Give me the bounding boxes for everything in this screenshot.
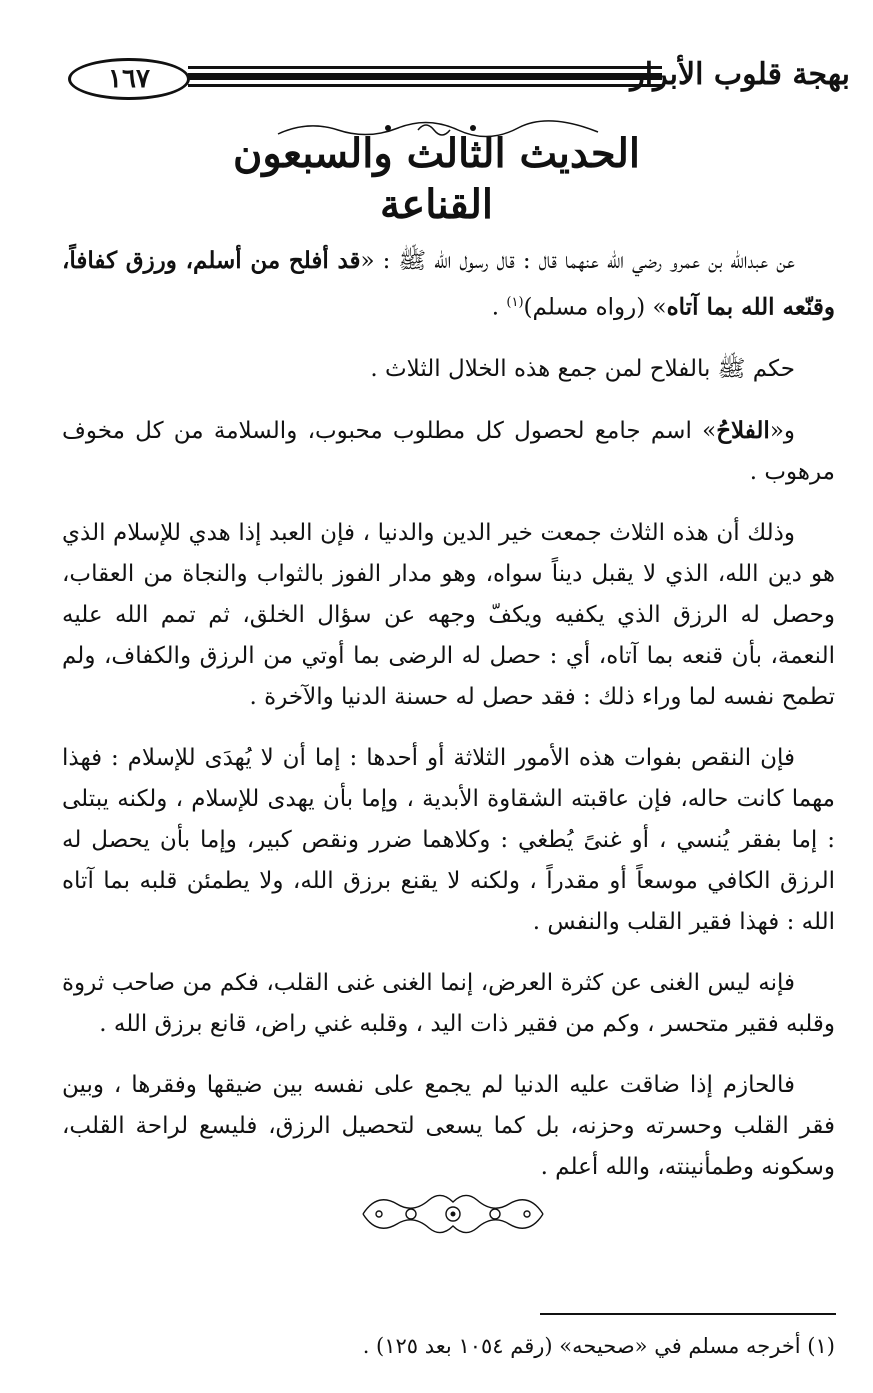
paragraph-5: فإن النقص بفوات هذه الأمور الثلاثة أو أحدها : إما أن لا يُهدَى للإسلام : فهذا مهما كانت حاله، فإن عاقبته الشقاوة الأبدية ، وإما بأن يهدى للإسلام ، ولكنه يبتلى : إما بفقر يُنسي ، أو غنىً يُطغي : وكلاهما ضرر ونقص كبير، وإما بأن يحصل له الرزق الكافي موسعاً أو مقدراً ، ولكنه لا يقنع برزق الله، ولا يطمئن قلبه بما آتاه الله : فهذا فقير القلب والنفس . [62,744,835,935]
paragraph-6: فإنه ليس الغنى عن كثرة العرض، إنما الغنى غنى القلب، فكم من صاحب ثروة وقلبه فقير متحسر ، وكم من فقير ذات اليد ، وقلبه غني راض، قانع برزق الله . [62,969,835,1037]
header-rule [188,66,662,92]
chapter-subtitle: القناعة [379,181,494,228]
chapter-title: الحديث الثالث والسبعون [232,130,641,177]
body-text [62,240,835,1208]
book-title: بهجة قلوب الأبرار [630,57,850,92]
paragraph-2: حكم ﷺ بالفلاح لمن جمع هذه الخلال الثلاث . [370,355,795,382]
section-end-ornament [357,1182,549,1246]
p3-rest: » اسم جامع لحصول كل مطلوب محبوب، والسلامة من كل مخوف مرهوب . [62,417,835,485]
footnote-marker: (١) [506,295,524,310]
footnote: (١) أخرجه مسلم في «صحيحه» (رقم ١٠٥٤ بعد ١٢٥) . [362,1334,835,1358]
paragraph-4: وذلك أن هذه الثلاث جمعت خير الدين والدنيا ، فإن العبد إذا هدي للإسلام الذي هو دين الله، الذي لا يقبل ديناً سواه، وهو مدار الفوز بالثواب والنجاة من العقاب، وحصل له الرزق الذي يكفيه ويكفّ وجهه عن سؤال الخلق، ثم تمم الله عليه النعمة، بأن قنعه بما آتاه، أي : حصل له الرضى بما أوتي من الرزق والكفاف، ولم تطمح نفسه لما وراء ذلك : فقد حصل له حسنة الدنيا والآخرة . [62,519,835,710]
term-falah: الفلاحُ [716,416,770,444]
paragraph-7: فالحازم إذا ضاقت عليه الدنيا لم يجمع على نفسه بين ضيقها وفقرها ، وبين فقر القلب وحسرته وحزنه، بل كما يسعى لتحصيل الرزق، فليسع لراحة القلب، وسكونه وطمأنينته، والله أعلم . [62,1071,835,1180]
paragraph-hadith [62,240,835,329]
page-number: ١٦٧ [68,58,190,100]
footnote-rule [540,1313,836,1315]
p3-open: و« [769,417,795,444]
hadith-source: » (رواه مسلم) [523,294,667,321]
hadith-end: . [491,294,507,321]
page-header [60,52,850,107]
hadith-intro: عن عبدالله بن عمرو رضي الله عنهما قال : قال رسول الله ﷺ : « [360,248,795,274]
paragraph-3 [62,410,835,493]
hadith-text: قد أفلح من أسلم، ورزق كفافاً، وقنّعه الله بما آتاه [62,247,835,321]
